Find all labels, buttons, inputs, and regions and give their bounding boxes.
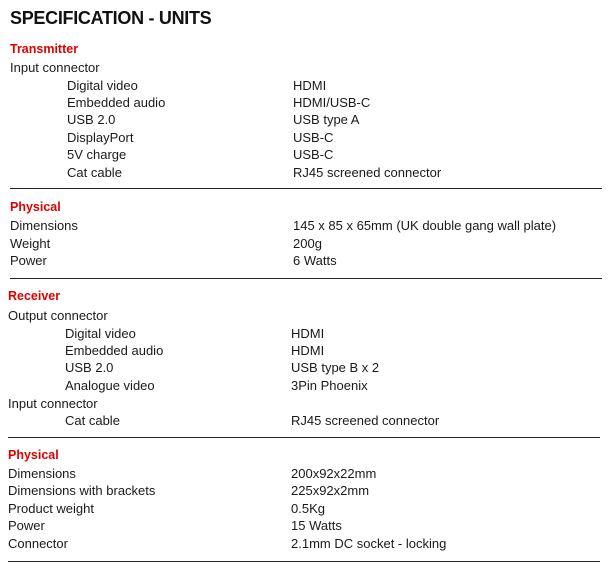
receiver-input-connector-label: Input connector	[8, 396, 98, 411]
spec-label: Power	[10, 253, 47, 268]
spec-label: USB 2.0	[67, 112, 116, 127]
spec-value: 225x92x2mm	[291, 483, 370, 498]
spec-label: Power	[8, 518, 45, 533]
spec-label: Analogue video	[65, 378, 155, 393]
spec-value: 200x92x22mm	[291, 466, 377, 481]
spec-label: 5V charge	[67, 147, 127, 162]
spec-label: Dimensions with brackets	[8, 483, 156, 498]
receiver-heading: Receiver	[8, 289, 61, 303]
spec-value: 15 Watts	[291, 518, 342, 533]
spec-label: Dimensions	[8, 466, 76, 481]
spec-value: USB-C	[293, 130, 334, 145]
spec-label: Digital video	[67, 78, 138, 93]
spec-value: USB type B x 2	[291, 360, 380, 375]
spec-label: Connector	[8, 536, 68, 551]
spec-value: HDMI/USB-C	[293, 95, 371, 110]
transmitter-physical-heading: Physical	[10, 200, 61, 214]
transmitter-input-connector-label: Input connector	[10, 60, 100, 75]
divider	[10, 278, 602, 279]
spec-label: Product weight	[8, 501, 94, 516]
spec-value: HDMI	[291, 343, 325, 358]
spec-value: RJ45 screened connector	[291, 413, 440, 428]
spec-value: 2.1mm DC socket - locking	[291, 536, 447, 551]
spec-label: Embedded audio	[67, 95, 166, 110]
receiver-output-connector-label: Output connector	[8, 308, 108, 323]
spec-value: USB type A	[293, 112, 360, 127]
spec-label: Weight	[10, 236, 51, 251]
page-title: SPECIFICATION - UNITS	[10, 8, 212, 28]
spec-value: 145 x 85 x 65mm (UK double gang wall plate)	[293, 218, 557, 233]
spec-value: 0.5Kg	[291, 501, 325, 516]
spec-label: Embedded audio	[65, 343, 164, 358]
spec-value: 6 Watts	[293, 253, 337, 268]
receiver-physical-heading: Physical	[8, 448, 59, 462]
spec-label: DisplayPort	[67, 130, 134, 145]
spec-value: 200g	[293, 236, 322, 251]
spec-value: USB-C	[293, 147, 334, 162]
spec-label: Dimensions	[10, 218, 78, 233]
spec-value: 3Pin Phoenix	[291, 378, 368, 393]
divider	[8, 437, 600, 438]
spec-value: HDMI	[293, 78, 327, 93]
spec-value: RJ45 screened connector	[293, 165, 442, 180]
divider	[8, 561, 600, 562]
spec-label: Cat cable	[65, 413, 120, 428]
spec-label: Cat cable	[67, 165, 122, 180]
spec-label: USB 2.0	[65, 360, 114, 375]
spec-value: HDMI	[291, 326, 325, 341]
spec-label: Digital video	[65, 326, 136, 341]
divider	[10, 188, 602, 189]
transmitter-heading: Transmitter	[10, 42, 79, 56]
